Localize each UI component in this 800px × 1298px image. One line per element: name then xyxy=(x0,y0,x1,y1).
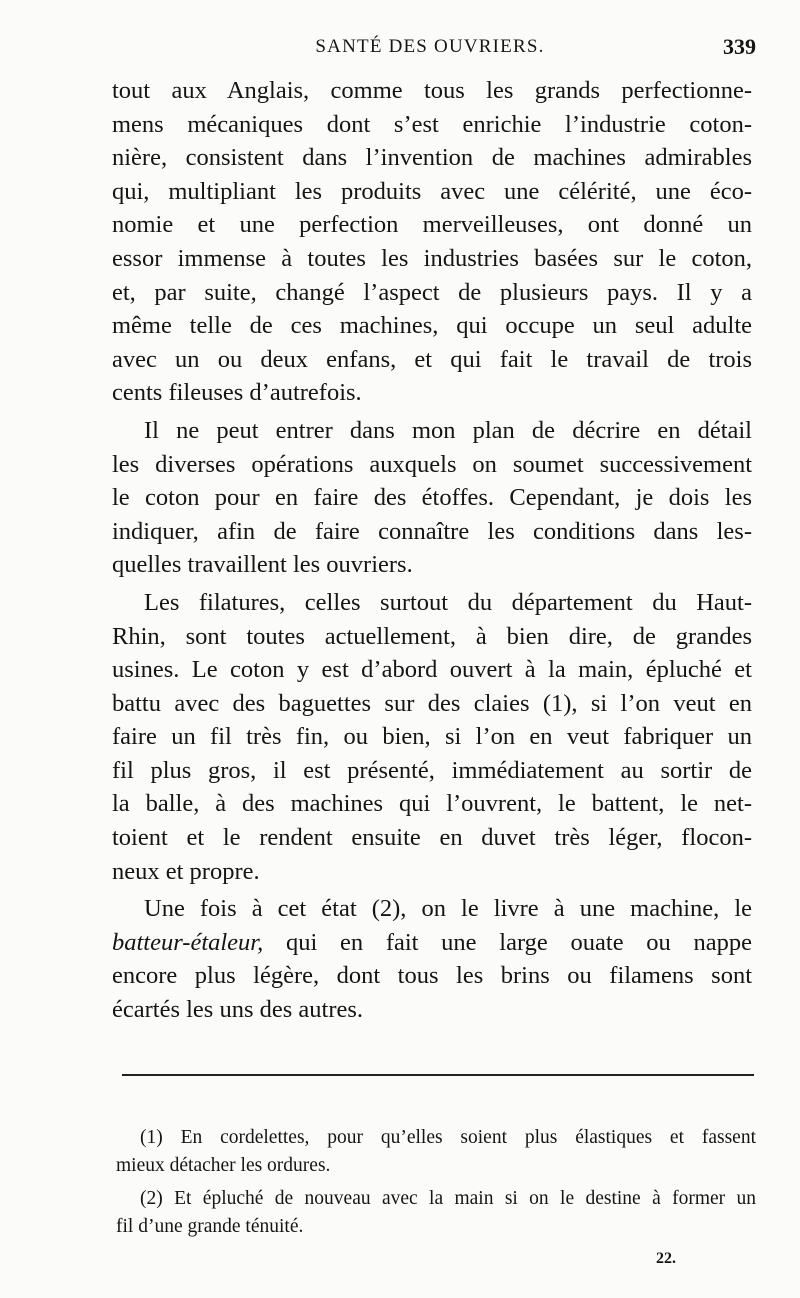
text-line: toient et le rendent ensuite en duvet très léger, flocon- xyxy=(112,824,752,852)
running-head xyxy=(110,34,756,64)
text-line: essor immense à toutes les industries basées sur le coton, xyxy=(112,244,752,272)
text-line: usines. Le coton y est d’abord ouvert à la main, épluché et xyxy=(112,656,752,684)
paragraph-4 xyxy=(112,892,752,1026)
footnote-2 xyxy=(116,1185,756,1240)
paragraph-1 xyxy=(112,74,752,410)
text-line: cents fileuses d’autrefois. xyxy=(112,379,362,407)
text-line: avec un ou deux enfans, et qui fait le travail de trois xyxy=(112,345,752,373)
text-line: la balle, à des machines qui l’ouvrent, le battent, le net- xyxy=(112,790,752,818)
text-line: indiquer, afin de faire connaître les conditions dans les- xyxy=(112,517,752,545)
footnote-line: fil d’une grande ténuité. xyxy=(116,1215,304,1237)
signature-mark: 22. xyxy=(656,1250,676,1267)
page-number: 339 xyxy=(723,34,756,59)
footnote-line: (1) En cordelettes, pour qu’elles soient plus élastiques et fassent xyxy=(140,1127,756,1148)
text-line: nomie et une perfection merveilleuses, ont donné un xyxy=(112,211,752,239)
text-line: même telle de ces machines, qui occupe un seul adulte xyxy=(112,312,752,340)
text-fragment: qui en fait une large ouate ou nappe xyxy=(263,928,752,956)
text-line: qui, multipliant les produits avec une célérité, une éco- xyxy=(112,177,752,205)
text-line: fil plus gros, il est présenté, immédiatement au sortir de xyxy=(112,756,752,784)
text-line: neux et propre. xyxy=(112,857,260,885)
footnote-line: (2) Et épluché de nouveau avec la main si on le destine à former un xyxy=(140,1188,756,1209)
text-line: le coton pour en faire des étoffes. Cependant, je dois les xyxy=(112,484,752,512)
text-line: Une fois à cet état (2), on le livre à une machine, le xyxy=(144,895,752,923)
text-line: battu avec des baguettes sur des claies (1), si l’on veut en xyxy=(112,689,752,717)
text-line: faire un fil très fin, ou bien, si l’on en veut fabriquer un xyxy=(112,723,752,751)
text-line: tout aux Anglais, comme tous les grands perfectionne- xyxy=(112,77,752,104)
footnote-line: mieux détacher les ordures. xyxy=(116,1154,331,1176)
text-line: nière, consistent dans l’invention de machines admirables xyxy=(112,144,752,172)
text-line: écartés les uns des autres. xyxy=(112,996,364,1024)
running-title: SANTÉ DES OUVRIERS. xyxy=(315,36,545,57)
text-line: mens mécaniques dont s’est enrichie l’industrie coton- xyxy=(112,110,752,138)
footnote-1 xyxy=(116,1124,756,1179)
text-line: Les filatures, celles surtout du département du Haut- xyxy=(144,588,752,616)
text-line: Il ne peut entrer dans mon plan de décrire en détail xyxy=(144,416,752,444)
italic-term: batteur-étaleur, xyxy=(112,928,264,956)
text-line: Rhin, sont toutes actuellement, à bien dire, de grandes xyxy=(112,622,752,650)
text-line: quelles travaillent les ouvriers. xyxy=(112,551,413,579)
footnote-rule xyxy=(122,1074,754,1076)
text-line: les diverses opérations auxquels on soumet successivement xyxy=(112,450,752,478)
footnotes xyxy=(116,1124,756,1240)
text-line: et, par suite, changé l’aspect de plusieurs pays. Il y a xyxy=(112,278,752,306)
body-text xyxy=(112,74,752,1027)
text-line: encore plus légère, dont tous les brins ou filamens sont xyxy=(112,962,752,990)
text-line xyxy=(112,926,752,960)
paragraph-3 xyxy=(112,586,752,888)
paragraph-2 xyxy=(112,414,752,582)
